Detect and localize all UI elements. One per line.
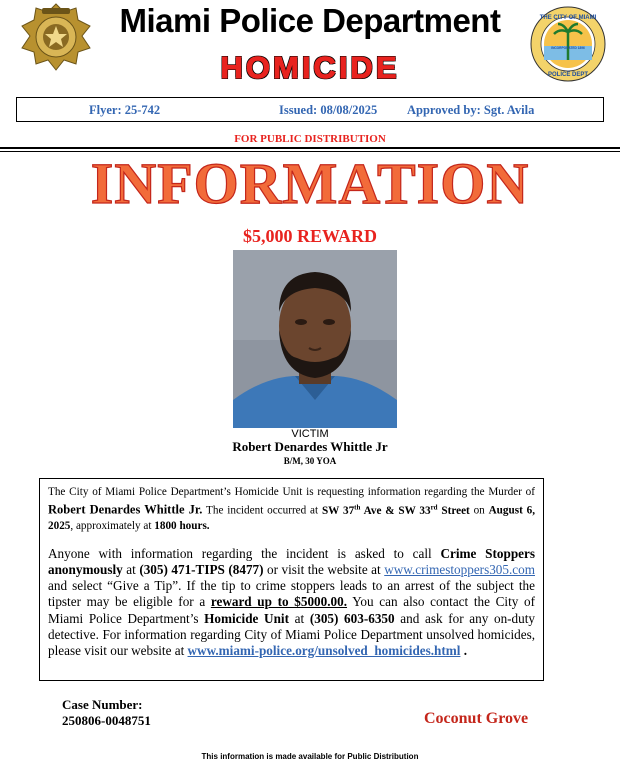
victim-label: VICTIM [291,428,329,440]
tip-instructions: Anyone with information regarding the incident is asked to call Crime Stoppers anonymously at (305) 471-TIPS (8477) or visit the website at www.crimestoppers305.com and select “Give a Tip”. If the tip to crime stoppers leads to an arrest of the subject the tipster may be eligible for a reward up to $5000.00. You can also contact the City of Miami Police Department’s Homicide Unit at (305) 603-6350 and ask for any on-duty detective. For information regarding City of Miami Police Department unsolved homicides, please visit our website at www.miami-police.org/unsolved_homicides.html . [48,545,535,658]
incident-time: 1800 hours. [154,519,210,532]
flyer-info-bar [16,97,604,122]
crime-stoppers-label: Crime Stoppers anonymously [48,545,535,577]
department-title: Miami Police Department [119,2,501,39]
victim-description: B/M, 30 YOA [283,456,337,466]
area-name: Coconut Grove [424,710,529,727]
svg-text:POLICE DEPT: POLICE DEPT [547,72,589,78]
unit-title: HOMICIDE [220,50,400,85]
reward-terms: reward up to $5000.00. [210,594,348,610]
incident-date: August 6, 2025 [48,504,535,532]
victim-name: Robert Denardes Whittle Jr [232,439,388,454]
reward-amount: $5,000 REWARD [242,226,377,246]
information-headline: INFORMATION [90,151,530,216]
incident-details-box [39,478,544,681]
crimestoppers-website-link[interactable]: www.crimestoppers305.com [384,561,535,577]
incident-location: SW 37th Ave & SW 33rd Street [321,503,470,517]
homicide-unit-label: Homicide Unit [204,610,289,626]
incident-summary: The City of Miami Police Department’s Homicide Unit is requesting information regarding the Murder of Robert Denardes Whittle Jr. The incident occurred at SW 37th Ave & SW 33rd Street on August 6, 2025, approximately at 1800 hours. [48,486,535,532]
tips-phone: (305) 471-TIPS (8477) [139,561,264,577]
unsolved-homicides-link[interactable]: www.miami-police.org/unsolved_homicides.html [187,642,461,658]
victim-photo [233,250,397,428]
svg-text:INCORPORATED 1896: INCORPORATED 1896 [551,46,585,50]
case-number: 250806-0048751 [62,713,151,728]
footer-notice: This information is made available for Public Distribution [201,752,419,761]
victim-name-inline: Robert Denardes Whittle Jr. [48,502,203,517]
svg-text:THE CITY OF MIAMI: THE CITY OF MIAMI [539,15,597,21]
divider-rule [0,147,620,149]
case-number-label: Case Number: [62,697,143,712]
homicide-unit-phone: (305) 603-6350 [309,610,395,626]
issued-date: Issued: 08/08/2025 [279,103,378,117]
approved-by: Approved by: Sgt. Avila [407,103,535,117]
flyer-number: Flyer: 25-742 [89,103,161,117]
distribution-notice: FOR PUBLIC DISTRIBUTION [234,133,386,145]
